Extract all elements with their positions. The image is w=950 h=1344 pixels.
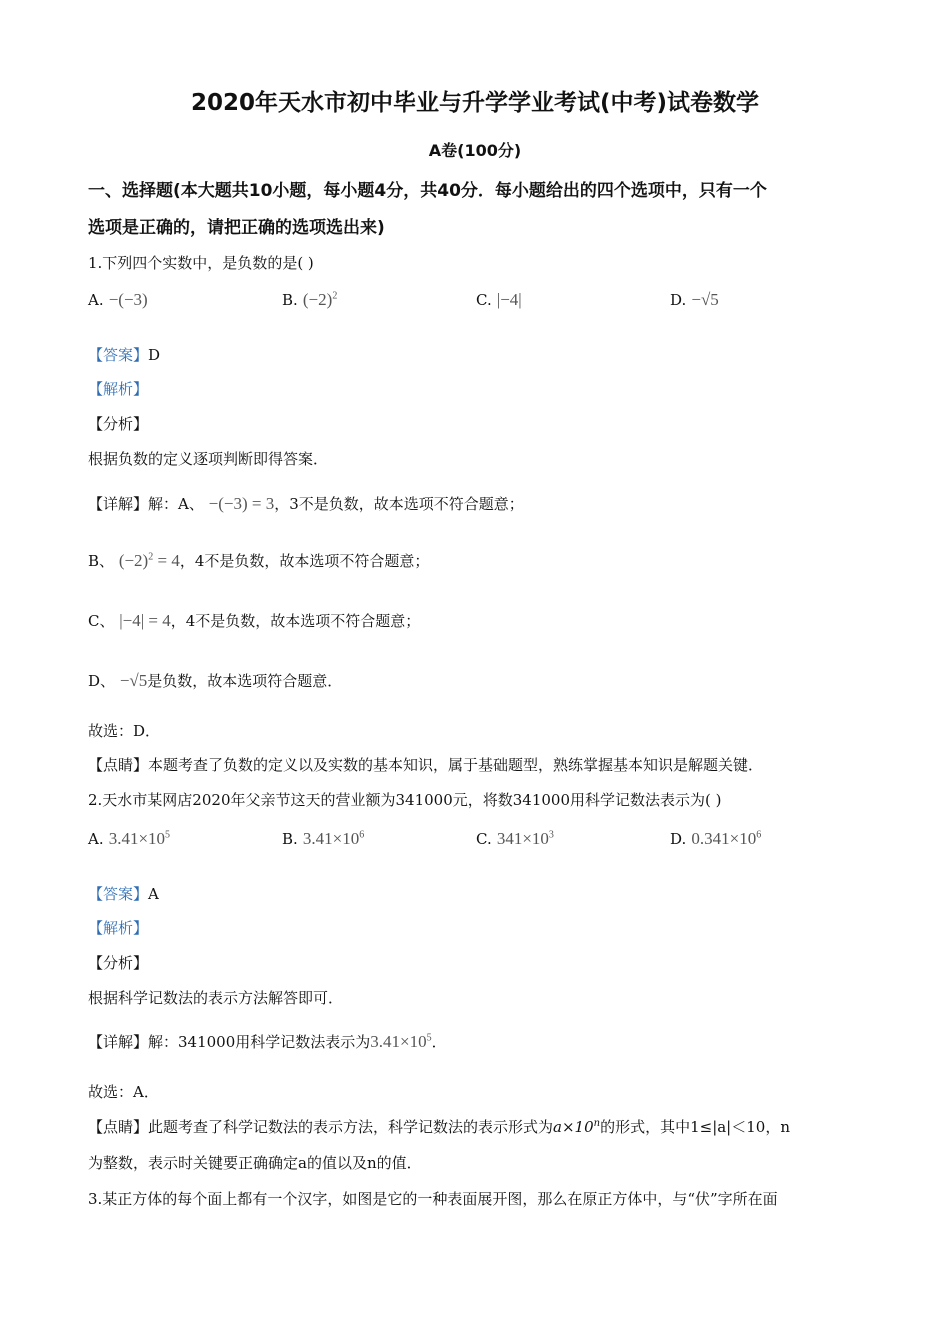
q1-detail-b-label: B、 — [88, 552, 115, 570]
q2-detail-text: 【详解】解：341000用科学记数法表示为 — [88, 1033, 371, 1051]
q1-detail-a-expr: −(−3) = 3 — [208, 494, 275, 513]
q2-option-a-exp: 5 — [165, 829, 171, 841]
q1-fenxi-tag: 【分析】 — [88, 415, 149, 433]
q2-option-a-label: A. — [88, 830, 104, 848]
q1-detail-d-expr: −√5 — [119, 671, 148, 690]
q1-detail-d-label: D、 — [88, 672, 116, 690]
q2-choose: 故选：A． — [88, 1083, 159, 1101]
section-heading-line1: 一、选择题(本大题共10小题，每小题4分，共40分．每小题给出的四个选项中，只有一个 — [88, 181, 767, 201]
q2-comment-exp: n — [593, 1118, 601, 1129]
q2-option-b-exp: 6 — [359, 829, 365, 841]
q1-answer-value: D — [148, 346, 161, 364]
q2-option-b-base: 3.41×10 — [302, 829, 360, 848]
q1-option-d-label: D. — [670, 291, 687, 309]
q1-detail-b — [88, 550, 429, 571]
q2-option-d-label: D. — [670, 830, 687, 848]
q1-option-b — [282, 290, 337, 310]
q2-option-b — [282, 829, 364, 849]
q2-option-c — [476, 829, 554, 849]
q2-answer-value: A — [148, 885, 159, 903]
q1-option-c — [476, 290, 522, 310]
q2-option-d-exp: 6 — [756, 829, 762, 841]
q2-option-d-base: 0.341×10 — [691, 829, 757, 848]
q1-answer-tag: 【答案】 — [88, 346, 149, 364]
q2-comment-formula: a×10 — [553, 1118, 594, 1136]
q2-option-d — [670, 829, 761, 849]
q2-option-a-base: 3.41×10 — [108, 829, 166, 848]
q1-option-c-label: C. — [476, 291, 492, 309]
page-subtitle: A卷(100分) — [428, 141, 522, 160]
q1-jiexi-tag: 【解析】 — [88, 380, 149, 398]
q1-detail-c — [88, 610, 420, 631]
q1-detail-b-eq: = 4 — [153, 551, 180, 570]
q3-stem: 3.某正方体的每个面上都有一个汉字，如图是它的一种表面展开图，那么在原正方体中，与“伏”字所在面 — [88, 1190, 778, 1208]
q2-analysis: 根据科学记数法的表示方法解答即可． — [88, 989, 344, 1007]
q1-option-b-label: B. — [282, 291, 298, 309]
q2-comment-line2: 为整数，表示时关键要正确确定a的值以及n的值． — [88, 1154, 422, 1172]
q2-detail — [88, 1031, 447, 1052]
q1-detail-c-text: ，4不是负数，故本选项不符合题意； — [170, 612, 421, 630]
q2-comment-part1: 【点睛】此题考查了科学记数法的表示方法，科学记数法的表示形式为 — [88, 1118, 554, 1136]
q1-detail-b-exp: 2 — [148, 551, 154, 563]
q2-detail-base: 3.41×10 — [370, 1032, 427, 1051]
q2-answer — [88, 883, 159, 904]
q1-answer — [88, 344, 160, 365]
q1-option-d-expr: −√5 — [691, 290, 719, 309]
q1-detail-a-text: ，3不是负数，故本选项不符合题意； — [274, 495, 524, 513]
q2-fenxi-tag: 【分析】 — [88, 954, 149, 972]
q1-option-c-expr: |−4| — [496, 290, 522, 309]
q2-answer-tag: 【答案】 — [88, 885, 149, 903]
q2-stem: 2.天水市某网店2020年父亲节这天的营业额为341000元，将数341000用科学记数法表示为( ) — [88, 791, 722, 809]
q1-option-b-base: (−2) — [302, 290, 333, 309]
q1-option-a-label: A. — [88, 291, 104, 309]
q1-option-b-exp: 2 — [332, 290, 338, 302]
q2-option-c-label: C. — [476, 830, 492, 848]
q2-option-c-exp: 3 — [548, 829, 554, 841]
q1-option-a-expr: −(−3) — [108, 290, 148, 309]
q2-option-b-label: B. — [282, 830, 298, 848]
q2-jiexi-tag: 【解析】 — [88, 919, 149, 937]
q1-detail-d — [88, 670, 342, 691]
q1-detail-c-expr: |−4| = 4 — [119, 611, 171, 630]
q1-analysis: 根据负数的定义逐项判断即得答案． — [88, 450, 329, 468]
q1-option-a — [88, 290, 148, 310]
q1-detail-d-text: 是负数，故本选项符合题意． — [147, 672, 343, 690]
q2-comment-part4: 的形式，其中1≤|a|＜10，n — [600, 1118, 790, 1136]
q1-detail-b-base: (−2) — [118, 551, 149, 570]
q1-detail-c-label: C、 — [88, 612, 115, 630]
page-title: 2020年天水市初中毕业与升学学业考试(中考)试卷数学 — [190, 90, 760, 116]
q1-detail-a — [88, 493, 524, 514]
q2-detail-exp: 5 — [426, 1032, 432, 1044]
q2-comment-line1 — [88, 1116, 790, 1137]
q1-choose: 故选：D． — [88, 722, 161, 740]
q2-detail-end: ． — [431, 1033, 447, 1051]
q2-option-a — [88, 829, 170, 849]
q1-detail-b-text: ，4不是负数，故本选项不符合题意； — [179, 552, 430, 570]
q1-option-d — [670, 290, 719, 310]
q2-option-c-base: 341×10 — [496, 829, 549, 848]
q1-comment: 【点睛】本题考查了负数的定义以及实数的基本知识，属于基础题型，熟练掌握基本知识是解题关键． — [88, 756, 764, 774]
section-heading-line2: 选项是正确的，请把正确的选项选出来) — [88, 218, 385, 238]
q1-detail-tag: 【详解】解：A、 — [88, 495, 204, 513]
q1-stem: 1.下列四个实数中，是负数的是( ) — [88, 254, 314, 272]
